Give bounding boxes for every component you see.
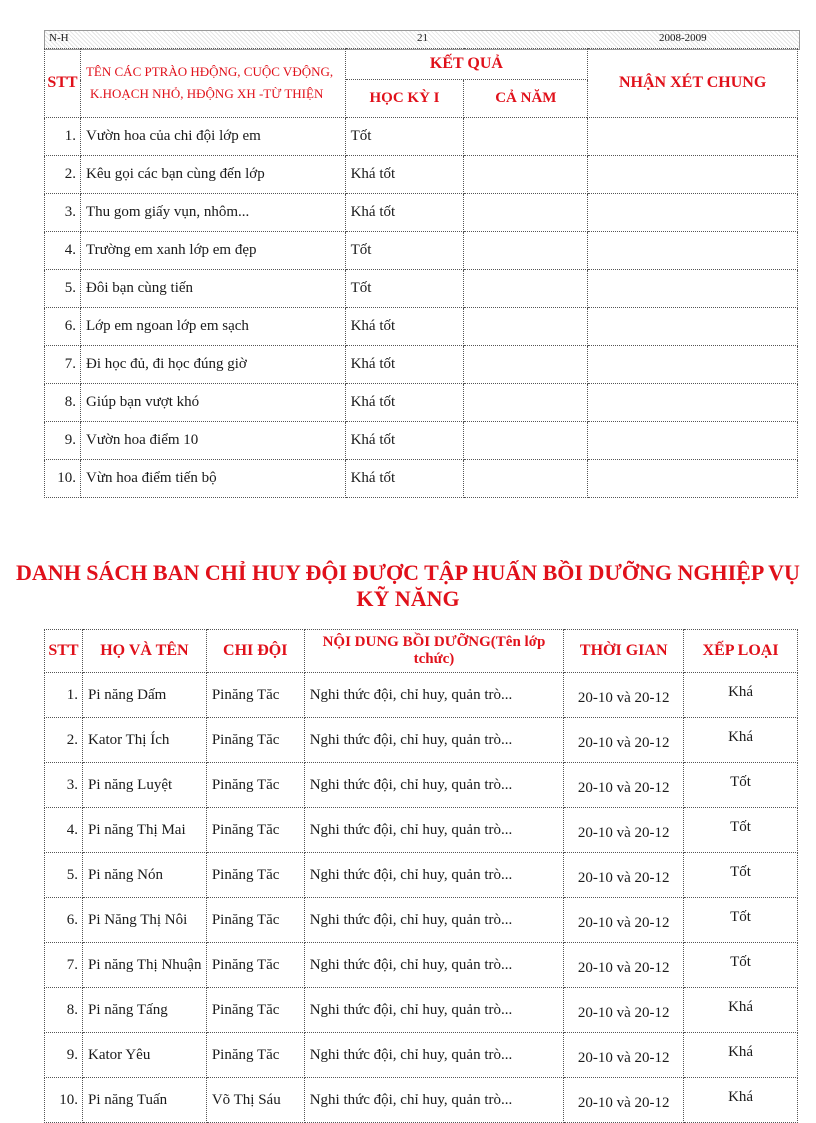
row-time: 20-10 và 20-12 <box>564 988 684 1033</box>
row-comment <box>588 308 798 346</box>
header-year: 2008-2009 <box>659 32 707 44</box>
row-comment <box>588 460 798 498</box>
row-rank: Khá <box>684 1078 798 1123</box>
row-unit: Pinăng Tăc <box>206 763 304 808</box>
row-unit: Pinăng Tăc <box>206 898 304 943</box>
row-stt: 7. <box>45 943 83 988</box>
section-title: DANH SÁCH BAN CHỈ HUY ĐỘI ĐƯỢC TẬP HUẤN BỒI DƯỠNG NGHIỆP VỤ KỸ NĂNG <box>16 560 800 611</box>
row-term1-result: Khá tốt <box>345 156 464 194</box>
row-fullname: Pi năng Luyệt <box>82 763 206 808</box>
table-row <box>45 1033 798 1078</box>
row-year-result <box>464 194 588 232</box>
col-unit-header: CHI ĐỘI <box>206 630 304 673</box>
row-term1-result: Tốt <box>345 232 464 270</box>
row-stt: 7. <box>45 346 81 384</box>
row-year-result <box>464 460 588 498</box>
row-comment <box>588 118 798 156</box>
table-row <box>45 156 798 194</box>
table-row <box>45 718 798 763</box>
row-activity-name: Kêu gọi các bạn cùng đến lớp <box>80 156 345 194</box>
row-stt: 3. <box>45 763 83 808</box>
row-comment <box>588 270 798 308</box>
row-stt: 3. <box>45 194 81 232</box>
row-year-result <box>464 384 588 422</box>
row-unit: Pinăng Tăc <box>206 808 304 853</box>
row-stt: 9. <box>45 1033 83 1078</box>
table-row <box>45 898 798 943</box>
row-fullname: Pi Năng Thị Nôi <box>82 898 206 943</box>
row-term1-result: Khá tốt <box>345 384 464 422</box>
row-stt: 1. <box>45 118 81 156</box>
row-comment <box>588 156 798 194</box>
row-time: 20-10 và 20-12 <box>564 763 684 808</box>
table-row <box>45 232 798 270</box>
row-rank: Khá <box>684 988 798 1033</box>
row-time: 20-10 và 20-12 <box>564 853 684 898</box>
col-result-header: KẾT QUẢ <box>345 49 588 80</box>
row-time: 20-10 và 20-12 <box>564 673 684 718</box>
col-rank-header: XẾP LOẠI <box>684 630 798 673</box>
row-fullname: Pi năng Tấng <box>82 988 206 1033</box>
row-activity-name: Đi học đủ, đi học đúng giờ <box>80 346 345 384</box>
row-rank: Tốt <box>684 943 798 988</box>
row-content: Nghi thức đội, chỉ huy, quản trò... <box>304 673 564 718</box>
col-year-header: CẢ NĂM <box>464 80 588 118</box>
row-unit: Pinăng Tăc <box>206 673 304 718</box>
row-fullname: Pi năng Thị Mai <box>82 808 206 853</box>
row-fullname: Pi năng Tuấn <box>82 1078 206 1123</box>
table-row <box>45 673 798 718</box>
row-content: Nghi thức đội, chỉ huy, quản trò... <box>304 988 564 1033</box>
row-unit: Pinăng Tăc <box>206 943 304 988</box>
col-stt-header: STT <box>45 49 81 118</box>
col-stt-header: STT <box>45 630 83 673</box>
row-time: 20-10 và 20-12 <box>564 943 684 988</box>
col-content-header: NỘI DUNG BỒI DƯỠNG(Tên lớp tchức) <box>304 630 564 673</box>
row-rank: Khá <box>684 673 798 718</box>
row-year-result <box>464 346 588 384</box>
row-year-result <box>464 156 588 194</box>
col-fullname-header: HỌ VÀ TÊN <box>82 630 206 673</box>
row-year-result <box>464 118 588 156</box>
row-term1-result: Khá tốt <box>345 346 464 384</box>
row-year-result <box>464 308 588 346</box>
table-row <box>45 194 798 232</box>
row-comment <box>588 384 798 422</box>
row-content: Nghi thức đội, chỉ huy, quản trò... <box>304 1078 564 1123</box>
row-stt: 5. <box>45 853 83 898</box>
col-comment-header: NHẬN XÉT CHUNG <box>588 49 798 118</box>
row-stt: 10. <box>45 460 81 498</box>
table-header-row <box>45 630 798 673</box>
header-page-number: 21 <box>417 32 428 44</box>
table-row <box>45 346 798 384</box>
row-activity-name: Thu gom giấy vụn, nhôm... <box>80 194 345 232</box>
table-row <box>45 270 798 308</box>
row-comment <box>588 232 798 270</box>
row-fullname: Kator Thị Ích <box>82 718 206 763</box>
table-row <box>45 808 798 853</box>
row-fullname: Pi năng Dấm <box>82 673 206 718</box>
row-time: 20-10 và 20-12 <box>564 718 684 763</box>
row-year-result <box>464 232 588 270</box>
row-activity-name: Vườn hoa điểm 10 <box>80 422 345 460</box>
header-left: N-H <box>49 32 69 44</box>
table-row <box>45 853 798 898</box>
row-year-result <box>464 422 588 460</box>
row-stt: 2. <box>45 156 81 194</box>
col-time-header: THỜI GIAN <box>564 630 684 673</box>
row-unit: Pinăng Tăc <box>206 853 304 898</box>
row-activity-name: Lớp em ngoan lớp em sạch <box>80 308 345 346</box>
row-fullname: Pi năng Nón <box>82 853 206 898</box>
table-row <box>45 943 798 988</box>
row-content: Nghi thức đội, chỉ huy, quản trò... <box>304 808 564 853</box>
table-row <box>45 422 798 460</box>
row-comment <box>588 346 798 384</box>
row-content: Nghi thức đội, chỉ huy, quản trò... <box>304 718 564 763</box>
table-row <box>45 118 798 156</box>
row-term1-result: Khá tốt <box>345 194 464 232</box>
page-header-bar <box>44 30 800 50</box>
col-name-header <box>80 49 345 118</box>
row-stt: 4. <box>45 232 81 270</box>
col-term1-header: HỌC KỲ I <box>345 80 464 118</box>
row-time: 20-10 và 20-12 <box>564 1078 684 1123</box>
row-fullname: Kator Yêu <box>82 1033 206 1078</box>
row-rank: Tốt <box>684 853 798 898</box>
row-stt: 5. <box>45 270 81 308</box>
row-rank: Tốt <box>684 763 798 808</box>
row-content: Nghi thức đội, chỉ huy, quản trò... <box>304 853 564 898</box>
row-activity-name: Vừn hoa điểm tiến bộ <box>80 460 345 498</box>
row-stt: 6. <box>45 898 83 943</box>
row-stt: 8. <box>45 384 81 422</box>
activities-table <box>44 48 798 498</box>
row-stt: 2. <box>45 718 83 763</box>
row-term1-result: Tốt <box>345 118 464 156</box>
table-row <box>45 988 798 1033</box>
table-row <box>45 308 798 346</box>
row-activity-name: Giúp bạn vượt khó <box>80 384 345 422</box>
row-stt: 8. <box>45 988 83 1033</box>
row-activity-name: Vườn hoa của chi đội lớp em <box>80 118 345 156</box>
row-activity-name: Trường em xanh lớp em đẹp <box>80 232 345 270</box>
col-name-header-line1: TÊN CÁC PTRÀO HĐỘNG, CUỘC VĐỘNG, <box>85 64 334 79</box>
table-row <box>45 763 798 808</box>
row-unit: Võ Thị Sáu <box>206 1078 304 1123</box>
row-content: Nghi thức đội, chỉ huy, quản trò... <box>304 1033 564 1078</box>
row-activity-name: Đôi bạn cùng tiến <box>80 270 345 308</box>
row-content: Nghi thức đội, chỉ huy, quản trò... <box>304 763 564 808</box>
row-rank: Tốt <box>684 898 798 943</box>
row-unit: Pinăng Tăc <box>206 718 304 763</box>
row-term1-result: Tốt <box>345 270 464 308</box>
row-rank: Khá <box>684 1033 798 1078</box>
row-time: 20-10 và 20-12 <box>564 808 684 853</box>
row-time: 20-10 và 20-12 <box>564 898 684 943</box>
table-row <box>45 384 798 422</box>
row-fullname: Pi năng Thị Nhuận <box>82 943 206 988</box>
row-comment <box>588 422 798 460</box>
row-rank: Tốt <box>684 808 798 853</box>
row-stt: 10. <box>45 1078 83 1123</box>
row-year-result <box>464 270 588 308</box>
row-time: 20-10 và 20-12 <box>564 1033 684 1078</box>
row-term1-result: Khá tốt <box>345 460 464 498</box>
row-content: Nghi thức đội, chỉ huy, quản trò... <box>304 898 564 943</box>
table-header-row <box>45 49 798 80</box>
row-stt: 9. <box>45 422 81 460</box>
row-term1-result: Khá tốt <box>345 308 464 346</box>
row-term1-result: Khá tốt <box>345 422 464 460</box>
col-name-header-line2: K.HOẠCH NHỎ, HĐỘNG XH -TỪ THIỆN <box>89 86 324 101</box>
row-unit: Pinăng Tăc <box>206 988 304 1033</box>
row-stt: 4. <box>45 808 83 853</box>
row-unit: Pinăng Tăc <box>206 1033 304 1078</box>
row-stt: 1. <box>45 673 83 718</box>
table-row <box>45 1078 798 1123</box>
trainees-table <box>44 629 798 1123</box>
row-comment <box>588 194 798 232</box>
row-rank: Khá <box>684 718 798 763</box>
row-stt: 6. <box>45 308 81 346</box>
table-row <box>45 460 798 498</box>
row-content: Nghi thức đội, chỉ huy, quản trò... <box>304 943 564 988</box>
